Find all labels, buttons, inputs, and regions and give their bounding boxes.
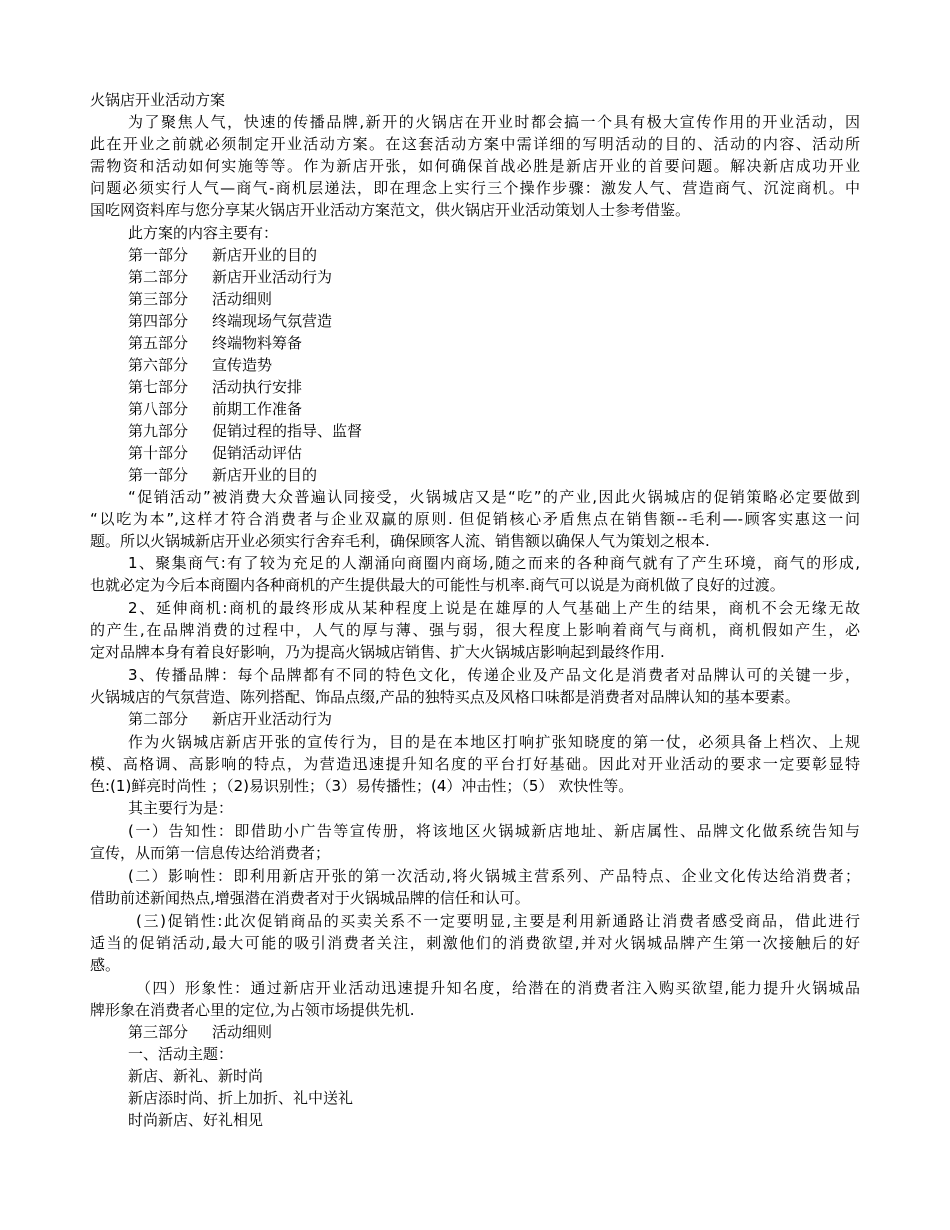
section-num: 第二部分 <box>128 710 189 728</box>
toc-item <box>128 420 860 442</box>
body-line: (一）告知性：即借助小广告等宣传册，将该地区火锅城新店地址、新店属性、品牌文化做系统告知与 <box>128 822 860 840</box>
toc-title: 终端现场气氛营造 <box>212 312 333 330</box>
toc-title: 宣传造势 <box>212 356 273 374</box>
section-heading <box>128 1021 860 1043</box>
intro-line: 为了聚焦人气，快速的传播品牌,新开的火锅店在开业时都会搞一个具有极大宣传作用的开业活动，因 <box>128 113 860 131</box>
toc-item <box>128 288 860 310</box>
section-title: 新店开业活动行为 <box>212 710 333 728</box>
toc-title: 促销活动评估 <box>212 444 303 462</box>
toc-item <box>128 310 860 332</box>
intro-line: 此在开业之前就必须制定开业活动方案。在这套活动方案中需详细的写明活动的目的、活动的内容、活动所 <box>90 135 860 153</box>
toc-num: 第四部分 <box>128 312 189 330</box>
toc-num: 第一部分 <box>128 246 189 264</box>
section-num: 第一部分 <box>128 466 189 484</box>
toc-num: 第八部分 <box>128 400 189 418</box>
toc-num: 第六部分 <box>128 356 189 374</box>
body-line: 的产生,在品牌消费的过程中，人气的厚与薄、强与弱，很大程度上影响着商气与商机，商机假如产生，必 <box>90 621 860 639</box>
toc-title: 终端物料筹备 <box>212 334 303 352</box>
body-line: 作为火锅城店新店开张的宣传行为，目的是在本地区打响扩张知晓度的第一仗，必须具备上档次、上规 <box>128 733 860 751</box>
toc-item <box>128 266 860 288</box>
toc-title: 前期工作准备 <box>212 400 303 418</box>
toc-item <box>128 354 860 376</box>
toc-num: 第二部分 <box>128 268 189 286</box>
body-line: （四）形象性：通过新店开业活动迅速提升知名度，给潜在的消费者注入购买欲望,能力提升火锅城品 <box>136 979 860 997</box>
toc-title: 新店开业活动行为 <box>212 268 333 286</box>
body-line: 也就必定为今后本商圈内各种商机的产生提供最大的可能性与机率.商气可以说是为商机做了良好的过渡。 <box>90 576 785 594</box>
toc-title: 促销过程的指导、监督 <box>212 422 363 440</box>
body-line: 1、聚集商气:有了较为充足的人潮涌向商圈内商场,随之而来的各种商气就有了产生环境，商气的形成, <box>128 554 860 572</box>
body-line: “促销活动”被消费大众普遍认同接受，火锅城店又是“吃”的产业,因此火锅城店的促销策略必定要做到 <box>128 488 860 506</box>
body-line: “以吃为本”,这样才符合消费者与企业双赢的原则. 但促销核心矛盾焦点在销售额--毛利—-顾客实惠这一问 <box>90 510 860 528</box>
toc-num: 第九部分 <box>128 422 189 440</box>
body-line: 牌形象在消费者心里的定位,为占领市场提供先机. <box>90 1001 415 1019</box>
body-line: 火锅城店的气氛营造、陈列搭配、饰品点缀,产品的独特买点及风格口味都是消费者对品牌认知的基本要素。 <box>90 688 800 706</box>
toc-item <box>128 398 860 420</box>
toc-title: 活动执行安排 <box>212 378 303 396</box>
body-line: 其主要行为是： <box>128 799 234 817</box>
body-line: (二）影响性：即利用新店开张的第一次活动,将火锅城主营系列、产品特点、企业文化传达给消费者； <box>128 867 860 885</box>
body-line: 2、延伸商机:商机的最终形成从某种程度上说是在雄厚的人气基础上产生的结果，商机不会无缘无故 <box>128 599 860 617</box>
toc-item <box>128 244 860 266</box>
toc-num: 第五部分 <box>128 334 189 352</box>
body-line: 色:(1)鲜亮时尚性 ；（2)易识别性；（3）易传播性；(4）冲击性；（5） 欢快性等。 <box>90 777 634 795</box>
intro-line: 国吃网资料库与您分享某火锅店开业活动方案范文，供火锅店开业活动策划人士参考借鉴。 <box>90 201 691 219</box>
body-line: 适当的促销活动,最大可能的吸引消费者关注，刺激他们的消费欲望,并对火锅城品牌产生第一次接触后的好 <box>90 934 860 952</box>
toc-num: 第三部分 <box>128 290 189 308</box>
body-line: 模、高格调、高影响的特点，为营造迅速提升知名度的平台打好基础。因此对开业活动的要求一定要彰显特 <box>90 755 860 773</box>
doc-title: 火锅店开业活动方案 <box>90 91 226 109</box>
section-num: 第三部分 <box>128 1023 189 1041</box>
body-line: 定对品牌本身有着良好影响，乃为提高火锅城店销售、扩大火锅城店影响起到最终作用. <box>90 643 665 661</box>
intro-line: 需物资和活动如何实施等等。作为新店开张，如何确保首战必胜是新店开业的首要问题。解决新店成功开业 <box>90 157 860 175</box>
toc-title: 新店开业的目的 <box>212 246 318 264</box>
section-heading <box>128 708 860 730</box>
theme-item: 时尚新店、好礼相见 <box>128 1111 264 1129</box>
body-line: 一、活动主题： <box>128 1045 234 1063</box>
toc-num: 第七部分 <box>128 378 189 396</box>
theme-item: 新店添时尚、折上加折、礼中送礼 <box>128 1089 354 1107</box>
body-line: 3、传播品牌：每个品牌都有不同的特色文化，传递企业及产品文化是消费者对品牌认可的关键一步， <box>128 666 860 684</box>
intro-line: 问题必须实行人气—商气-商机层递法，即在理念上实行三个操作步骤：激发人气、营造商气、沉淀商机。中 <box>90 179 860 197</box>
section-title: 活动细则 <box>212 1023 273 1041</box>
toc-item <box>128 332 860 354</box>
section-title: 新店开业的目的 <box>212 466 318 484</box>
body-line: 题。所以火锅城新店开业必须实行舍弃毛利，确保顾客人流、销售额以确保人气为策划之根本. <box>90 532 710 550</box>
toc-item <box>128 376 860 398</box>
contents-intro: 此方案的内容主要有： <box>128 224 279 242</box>
body-line: 感。 <box>90 956 121 974</box>
body-line: (三)促销性:此次促销商品的买卖关系不一定要明显,主要是利用新通路让消费者感受商品，借此进行 <box>136 912 860 930</box>
toc-item <box>128 442 860 464</box>
section-heading <box>128 464 860 486</box>
theme-item: 新店、新礼、新时尚 <box>128 1067 264 1085</box>
toc-num: 第十部分 <box>128 444 189 462</box>
body-line: 宣传，从而第一信息传达给消费者； <box>90 844 331 862</box>
body-line: 借助前述新闻热点,增强潜在消费者对于火锅城品牌的信任和认可。 <box>90 889 530 907</box>
toc-title: 活动细则 <box>212 290 273 308</box>
